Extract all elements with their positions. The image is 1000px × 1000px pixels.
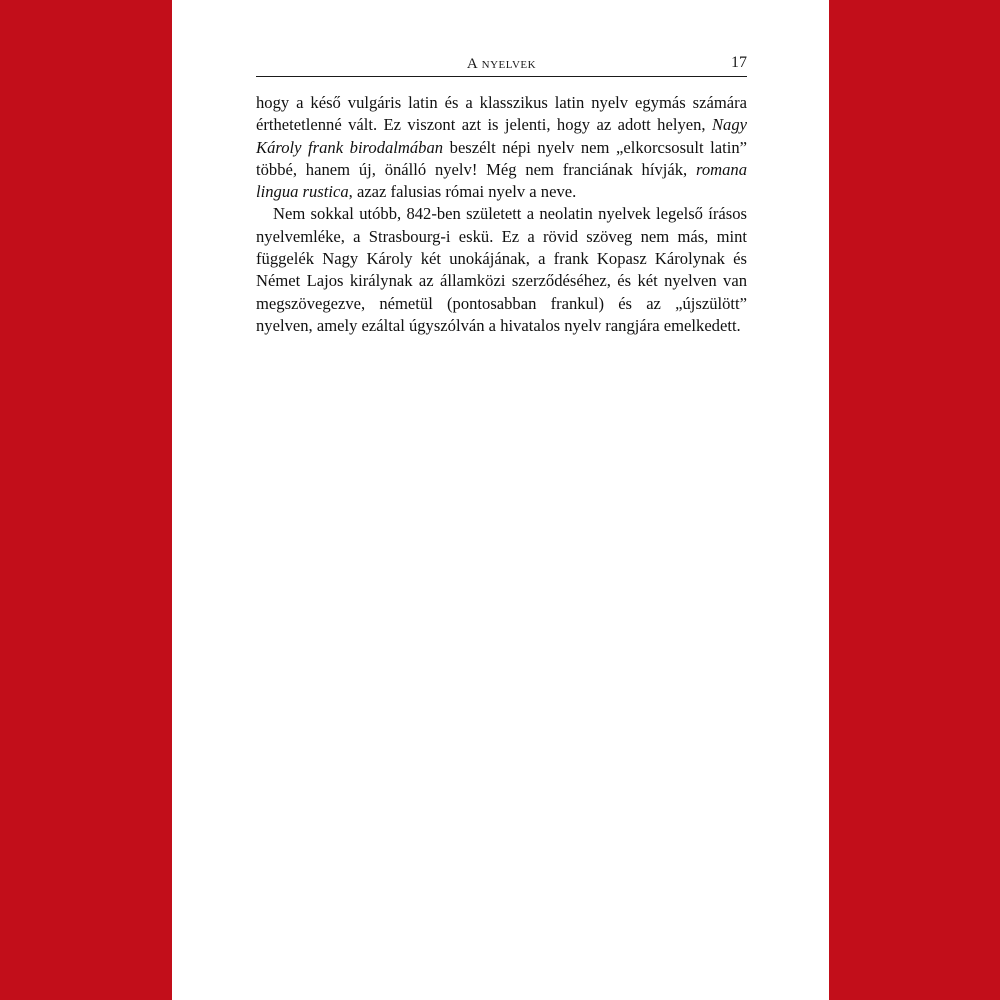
paragraph-1-italic-segment: romana lingua rustica bbox=[256, 159, 747, 202]
paragraph-1-segment: beszélt népi nyelv nem „elkorcsosult latin” többé, hanem új, önálló nyelv! Még nem franciának hívják, bbox=[256, 137, 747, 179]
paragraph-2 bbox=[256, 203, 747, 337]
paragraph-1-segment: , azaz falusias római nyelv a neve. bbox=[348, 182, 577, 202]
paragraph-1-italic-segment: Nagy Károly frank birodalmában bbox=[256, 115, 747, 157]
paragraph-2-segment: Nem sokkal utóbb, 842-ben született a neolatin nyelvek legelső írásos nyelvemléke, a Strasbourg-i eskü. Ez a rövid szöveg nem más, mint függelék Nagy Károly két unokájának, a frank Kopasz Károlynak és Német Lajos királynak az államközi szerződéséhez, és két nyelven van megszövegezve, németül (pontosabban frankul) és az „újszülött” nyelven, amely ezáltal úgyszólván a hivatalos nyelv rangjára emelkedett. bbox=[256, 204, 747, 335]
paragraph-1 bbox=[256, 92, 747, 203]
page-number: 17 bbox=[731, 54, 747, 71]
running-head: A nyelvek bbox=[466, 56, 537, 72]
paragraph-1-segment: hogy a késő vulgáris latin és a klasszikus latin nyelv egymás számára érthetetlenné vált. Ez viszont azt is jelenti, hogy az adott helyen, bbox=[256, 93, 747, 135]
book-page bbox=[172, 0, 829, 1000]
page-header bbox=[256, 52, 747, 77]
body-text bbox=[256, 92, 747, 337]
